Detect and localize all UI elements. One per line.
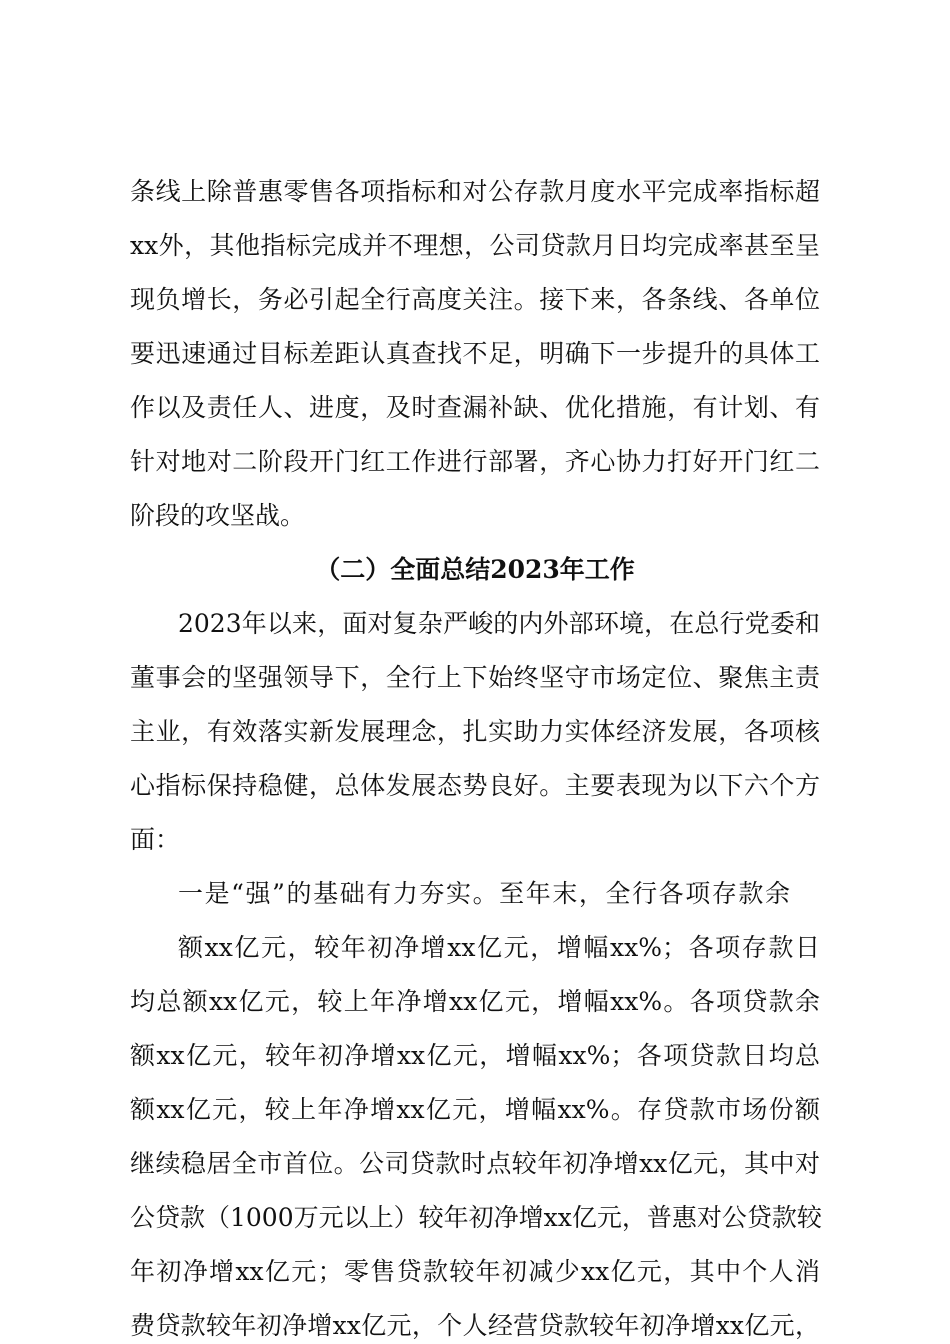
- text-line: 额xx亿元，较上年净增xx亿元，增幅xx%。存贷款市场份额: [130, 1095, 820, 1124]
- text-line: 费贷款较年初净增xx亿元，个人经营贷款较年初净增xx亿元，: [130, 1311, 820, 1340]
- text-line: 作以及责任人、进度，及时查漏补缺、优化措施，有计划、有: [130, 393, 820, 422]
- text-line: 继续稳居全市首位。公司贷款时点较年初净增xx亿元，其中对: [130, 1149, 820, 1178]
- text-line: 2023年以来，面对复杂严峻的内外部环境，在总行党委和: [178, 609, 820, 638]
- text-line: 董事会的坚强领导下，全行上下始终坚守市场定位、聚焦主责: [130, 663, 820, 692]
- text-line: 阶段的攻坚战。: [130, 501, 306, 530]
- text-line: 针对地对二阶段开门红工作进行部署，齐心协力打好开门红二: [130, 447, 820, 476]
- text-line: 心指标保持稳健，总体发展态势良好。主要表现为以下六个方: [130, 771, 820, 800]
- text-line: xx外，其他指标完成并不理想，公司贷款月日均完成率甚至呈: [130, 231, 820, 260]
- text-line: 现负增长，务必引起全行高度关注。接下来，各条线、各单位: [130, 285, 820, 314]
- section-heading: （二）全面总结2023年工作: [315, 555, 635, 584]
- text-line: 公贷款（1000万元以上）较年初净增xx亿元，普惠对公贷款较: [130, 1203, 822, 1232]
- text-line: 条线上除普惠零售各项指标和对公存款月度水平完成率指标超: [130, 177, 820, 206]
- text-line: 均总额xx亿元，较上年净增xx亿元，增幅xx%。各项贷款余: [130, 987, 820, 1016]
- text-line: 额xx亿元，较年初净增xx亿元，增幅xx%；各项存款日: [178, 933, 820, 962]
- text-line: 年初净增xx亿元；零售贷款较年初减少xx亿元，其中个人消: [130, 1257, 820, 1286]
- text-line: 额xx亿元，较年初净增xx亿元，增幅xx%；各项贷款日均总: [130, 1041, 820, 1070]
- text-line: 要迅速通过目标差距认真查找不足，明确下一步提升的具体工: [130, 339, 820, 368]
- text-line: 一是“强”的基础有力夯实。至年末，全行各项存款余: [178, 879, 790, 908]
- text-line: 主业，有效落实新发展理念，扎实助力实体经济发展，各项核: [130, 717, 820, 746]
- text-line: 面：: [130, 825, 181, 854]
